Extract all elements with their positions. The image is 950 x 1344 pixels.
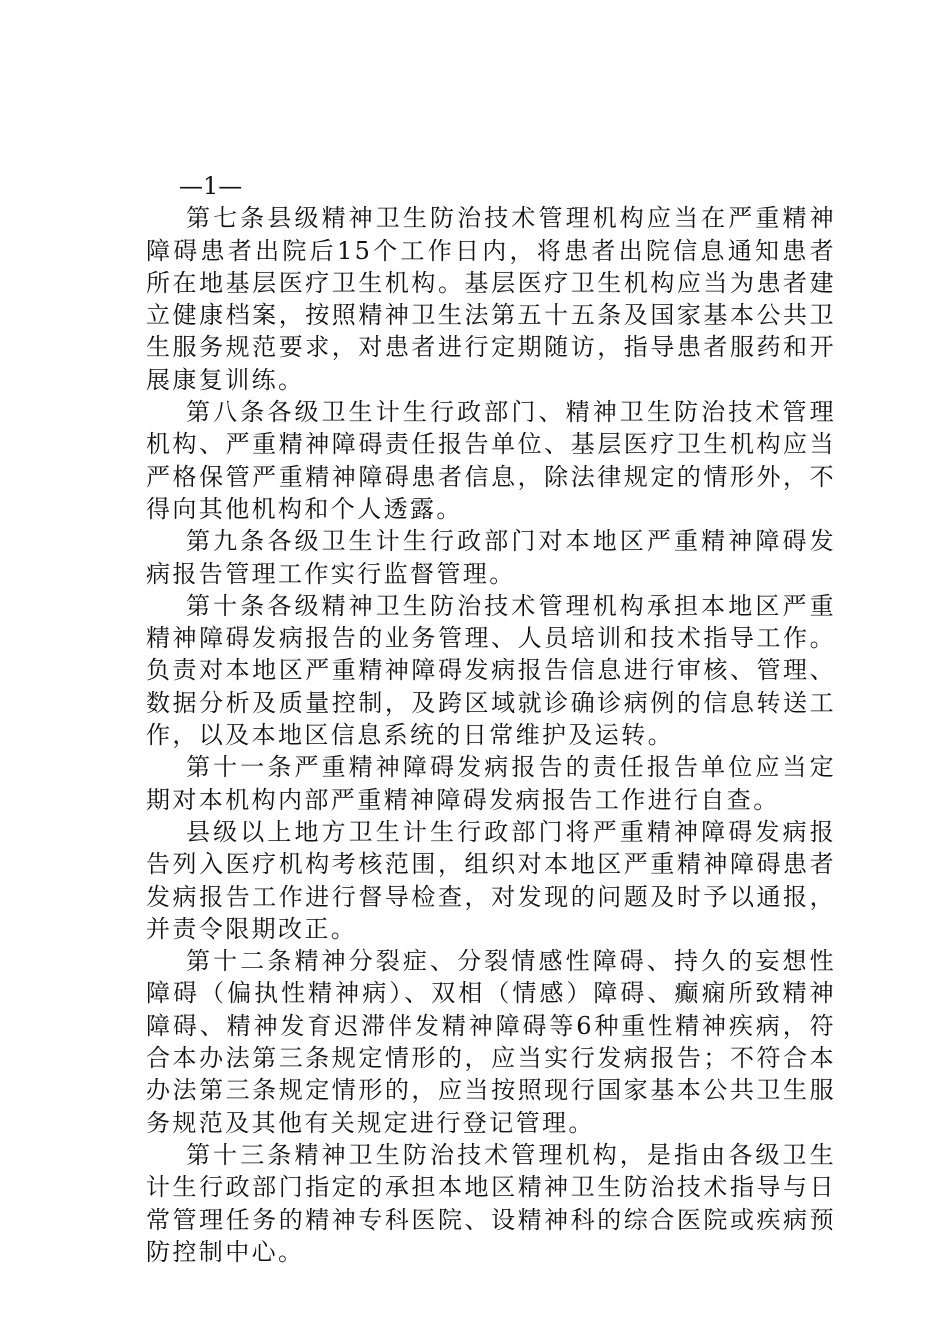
article-11-continuation-paragraph: 县级以上地方卫生计生行政部门将严重精神障碍发病报告列入医疗机构考核范围，组织对本地区严重精神障碍患者发病报告工作进行督导检查，对发现的问题及时予以通报，并责令限期改正。: [146, 817, 836, 943]
article-11-paragraph: 第十一条严重精神障碍发病报告的责任报告单位应当定期对本机构内部严重精神障碍发病报告工作进行自查。: [146, 753, 836, 814]
article-12-paragraph: 第十二条精神分裂症、分裂情感性障碍、持久的妄想性障碍（偏执性精神病）、双相（情感）障碍、癫痫所致精神障碍、精神发育迟滞伴发精神障碍等6种重性精神疾病，符合本办法第三条规定情形的，应当实行发病报告；不符合本办法第三条规定情形的，应当按照现行国家基本公共卫生服务规范及其他有关规定进行登记管理。: [146, 947, 836, 1137]
article-13-paragraph: 第十三条精神卫生防治技术管理机构，是指由各级卫生计生行政部门指定的承担本地区精神卫生防治技术指导与日常管理任务的精神专科医院、设精神科的综合医院或疾病预防控制中心。: [146, 1140, 836, 1266]
article-9-paragraph: 第九条各级卫生计生行政部门对本地区严重精神障碍发病报告管理工作实行监督管理。: [146, 527, 836, 588]
article-10-paragraph: 第十条各级精神卫生防治技术管理机构承担本地区严重精神障碍发病报告的业务管理、人员培训和技术指导工作。负责对本地区严重精神障碍发病报告信息进行审核、管理、数据分析及质量控制，及跨区域就诊确诊病例的信息转送工作，以及本地区信息系统的日常维护及运转。: [146, 591, 836, 750]
page-number: —1—: [179, 172, 243, 200]
article-7-paragraph: 第七条县级精神卫生防治技术管理机构应当在严重精神障碍患者出院后15个工作日内，将患者出院信息通知患者所在地基层医疗卫生机构。基层医疗卫生机构应当为患者建立健康档案，按照精神卫生法第五十五条及国家基本公共卫生服务规范要求，对患者进行定期随访，指导患者服药和开展康复训练。: [146, 204, 836, 394]
document-body: [146, 170, 836, 1268]
article-8-paragraph: 第八条各级卫生计生行政部门、精神卫生防治技术管理机构、严重精神障碍责任报告单位、基层医疗卫生机构应当严格保管严重精神障碍患者信息，除法律规定的情形外，不得向其他机构和个人透露。: [146, 398, 836, 523]
